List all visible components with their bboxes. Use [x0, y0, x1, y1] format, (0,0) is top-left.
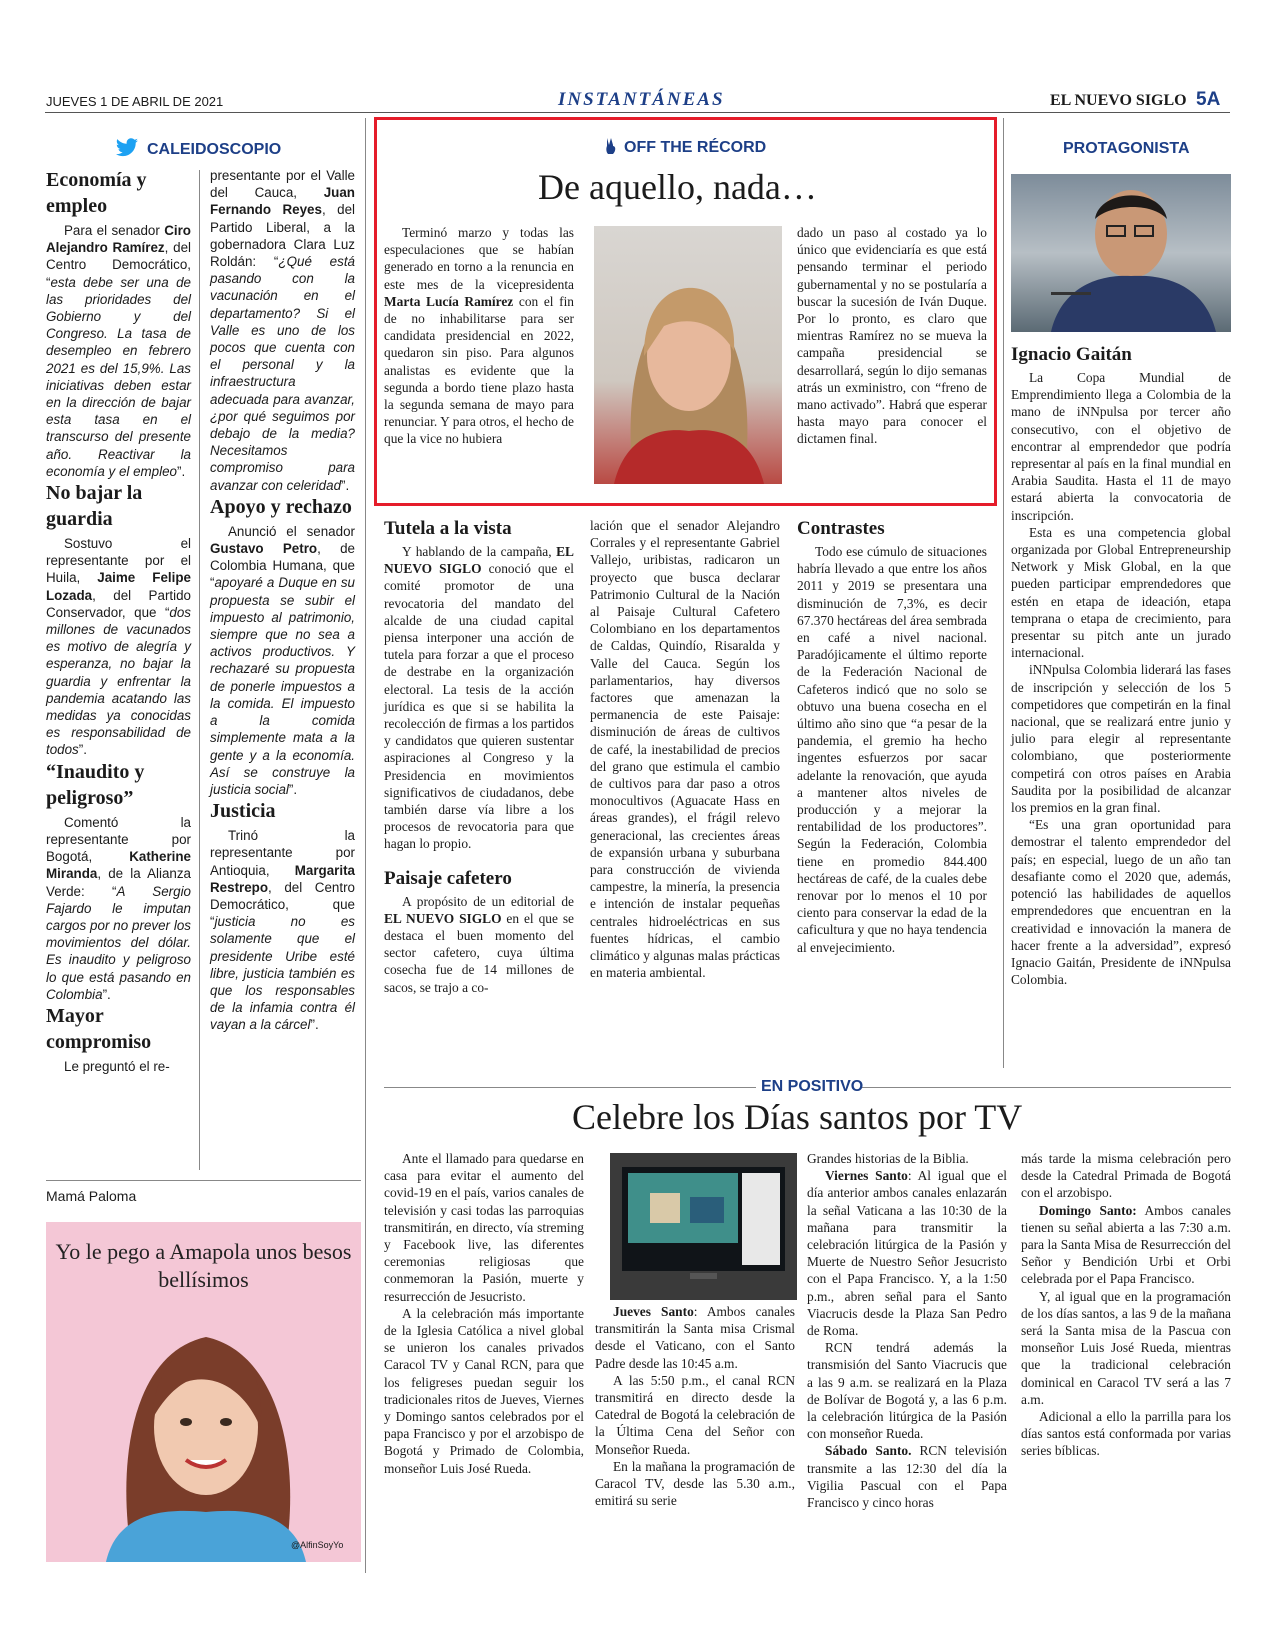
- article-text: Grandes historias de la Biblia.: [807, 1151, 969, 1166]
- article-text: A la celebración más importante de la Iglesia Católica a nivel global se unieron los canales privados Caracol TV y Canal RCN, para que los feligreses puedan seguir los tradicionales ritos de Jueves, Viernes y Domingo santos celebrados por el papa Francisco y por el arzobispo de Bogotá y Primado de Colombia, monseñor Luis José Rueda.: [384, 1305, 584, 1476]
- off-the-record-text: OFF THE RÉCORD: [624, 139, 767, 156]
- tutela-title: Tutela a la vista: [384, 518, 512, 539]
- caleidoscopio-label: [115, 138, 281, 159]
- en-positivo-col3: [807, 1150, 1007, 1511]
- en-positivo-rule: [862, 1087, 1231, 1088]
- ignacio-gaitan-portrait-illustration: [1011, 174, 1231, 332]
- article-text: dado un paso al costado ya lo único que evidenciaría es que está pensando terminar el periodo gubernamental y no se postularía a buscar la sucesión de Iván Duque. Por lo pronto, es claro que mientras Ramírez no se mueva la campaña presidencial se desarrollará, según lo dijo semanas atrás un exministro, con “freno de mano activado”. Habrá que esperar hasta mayo para conocer el dictamen final.: [797, 225, 987, 447]
- item-title: Mayor compromiso: [46, 1004, 152, 1053]
- ignacio-gaitan-photo: [1011, 174, 1231, 332]
- item-title: Economía y empleo: [46, 169, 147, 217]
- caleidoscopio-text: CALEIDOSCOPIO: [147, 141, 282, 158]
- article-text: Domingo Santo: Ambos canales tienen su señal abierta a las 7:30 a.m. para la Santa Misa de Resurrección del Señor y Bendición Urbi et Orbi celebrada por el Papa Francisco.: [1021, 1202, 1231, 1287]
- item-text: Le preguntó el re-: [64, 1058, 170, 1074]
- item-text: Sostuvo el representante por el Huila, Jaime Felipe Lozada, del Partido Conservador, que “dos millones de vacunados es motivo de alegría y esperanza, no bajar la guardia y enfrentar la pandemia acatando las medidas ya conocidas es responsabilidad de todos”.: [46, 536, 191, 758]
- en-positivo-rule: [384, 1087, 756, 1088]
- article-text: Viernes Santo: Al igual que el día anterior ambos canales enlazarán la señal Vaticana a las 10:30 de la mañana para transmitir la celebración litúrgica de la Pasión y Muerte de Nuestro Señor Jesucristo con el Papa Francisco. Y, a la 1:50 p.m., abren señal para el Santo Viacrucis desde la Plaza San Pedro de Roma.: [807, 1168, 1007, 1339]
- section-title: INSTANTÁNEAS: [558, 89, 725, 110]
- off-the-record-label: [604, 137, 766, 157]
- article-text: Jueves Santo: Ambos canales transmitirán la Santa misa Crismal desde el Vaticano, con el Santo Padre desde las 10:45 a.m.: [595, 1304, 795, 1371]
- item-text: Trinó la representante por Antioquia, Margarita Restrepo, del Centro Democrático, que “justicia no es solamente que el presidente Uribe esté libre, justicia también es que los responsables de la infamia contra él vayan a la cárcel”.: [210, 828, 355, 1033]
- cartoon-speech: Yo le pego a Amapola unos besos bellísimos: [55, 1239, 352, 1292]
- newspaper-name: EL NUEVO SIGLO: [1050, 92, 1187, 109]
- en-positivo-col2: [595, 1303, 795, 1509]
- column-divider: [365, 118, 366, 1573]
- article-text: Adicional a ello la parrilla para los días santos está conformada por varias series bíblicas.: [1021, 1409, 1231, 1459]
- article-text: En la mañana la programación de Caracol TV, desde las 5.30 a.m., emitirá su serie: [595, 1458, 795, 1509]
- off-the-record-headline: De aquello, nada…: [538, 167, 817, 207]
- header-rule: [45, 112, 1230, 113]
- cartoon-rule: [46, 1180, 361, 1181]
- article-text: A las 5:50 p.m., el canal RCN transmitirá en directo desde la Catedral de Bogotá la celebración de la Última Cena del Señor con Monseñor Rueda.: [595, 1372, 795, 1457]
- tv-photo: [610, 1153, 797, 1300]
- en-positivo-col4: [1021, 1150, 1231, 1460]
- item-text: Anunció el senador Gustavo Petro, de Colombia Humana, que “apoyaré a Duque en su propuesta se subir el impuesto al patrimonio, siempre que no sea a activos productivos. Y rechazaré su propuesta de ponerle impuestos a la comida. El impuesto a la comida simplemente mata a la gente y a la economía. Así se construye la justicia social”.: [210, 523, 355, 797]
- article-text: más tarde la misma celebración pero desde la Catedral Primada de Bogotá con el arzobispo.: [1021, 1151, 1231, 1201]
- paisaje-title: Paisaje cafetero: [384, 867, 512, 889]
- article-text: Todo ese cúmulo de situaciones habría llevado a que entre los años 2011 y 2019 se presentara una disminución de 7,3%, es decir 67.370 hectáreas del área sembrada en café a nivel nacional. Paradójicamente el último reporte de la Federación Nacional de Cafeteros indicó que no solo se obtuvo una buena cosecha en el último año sino que “a pesar de la pandemia, el gremio ha hecho ingentes esfuerzos por sacar adelante la renovación, que ayuda a mantener altos niveles de producción y a mejorar la rentabilidad de los productores”. Según la Federación, Colombia tiene en promedio 844.400 hectáreas de café, de la cuales debe renovar por lo menos el 10 por ciento para conservar la edad de la caficultura y que no haya tendencia al envejecimiento.: [797, 544, 987, 955]
- column-divider: [1003, 118, 1004, 1068]
- cartoon-credit: @AlfinSoyYo: [291, 1540, 344, 1550]
- article-text: “Es una gran oportunidad para demostrar el talento emprendedor del país; en especial, luego de un año tan desafiante como el 2020 que, además, potenció las habilidades de aquellos emprendedores que encuentran en la creatividad e innovación la manera de hacer frente a la adversidad”, expresó Ignacio Gaitán, Presidente de iNNpulsa Colombia.: [1011, 817, 1231, 988]
- tv-screen-illustration: [610, 1153, 797, 1300]
- protagonista-name: Ignacio Gaitán: [1011, 344, 1132, 365]
- item-title: Apoyo y rechazo: [210, 495, 352, 518]
- article-text: lación que el senador Alejandro Corrales y el representante Gabriel Vallejo, uribistas, radicaron un proyecto que busca declarar Patrimonio Cultural de la Nación al Paisaje Cultural Cafetero Colombiano en los departamentos de Caldas, Quindío, Risaralda y Valle del Cauca. Según los parlamentarios, hay diversos factores que amenazan la permanencia de este Paisaje: disminución de áreas de cultivos de café, la inestabilidad de precios del grano que estimula el cambio de cultivos para dar paso a otros monocultivos (Aguacate Hass en áreas grandes), el frágil relevo generacional, las crecientes áreas de expansión urbana y suburbana para construcción de vivienda campestre, la minería, la presencia e intención de instalar pequeñas centrales hidroeléctricas en sus fuentes hídricas, el cambio climático y algunas malas prácticas en materia ambiental.: [590, 518, 780, 981]
- en-positivo-col1: [384, 1150, 584, 1477]
- article-text: A propósito de un editorial de EL NUEVO SIGLO en el que se destaca el buen momento del sector cafetero, cuya última cosecha fue de 14 millones de sacos, se trajo a co-: [384, 893, 574, 995]
- cartoon-image: [46, 1222, 361, 1562]
- protagonista-label: PROTAGONISTA: [1063, 140, 1190, 157]
- off-the-record-col2: [797, 224, 987, 448]
- article-text: Terminó marzo y todas las especulaciones que se habían generado en torno a la renuncia en este mes de la vicepresidenta Marta Lucía Ramírez con el fin de no inhabilitarse para ser candidata presidencial en 2022, quedaron sin piso. Para algunos analistas es evidente que la segunda a bordo tiene plazo hasta la segunda semana de mayo para renunciar. Y para otros, el hecho de que la vice no hubiera: [384, 225, 574, 447]
- item-text: Comentó la representante por Bogotá, Katherine Miranda, de la Alianza Verde: “A Sergio Fajardo le imputan cargos por no prever los movimientos del dólar. Es inaudito y peligroso lo que está pasando en Colombia”.: [46, 814, 191, 1002]
- cartoon-label: Mamá Paloma: [46, 1188, 137, 1204]
- page-date: JUEVES 1 DE ABRIL DE 2021: [46, 94, 224, 109]
- contrastes-article: [797, 517, 987, 956]
- off-the-record-col1: [384, 224, 574, 448]
- en-positivo-label: EN POSITIVO: [761, 1078, 864, 1095]
- vicepresident-photo: [594, 226, 782, 484]
- article-text: Y hablando de la campaña, EL NUEVO SIGLO conoció que el comité promotor de una revocatoria del mandato del alcalde de una ciudad capital piensa interponer una acción de tutela para forzar a que el proceso de destrabe en la organización electoral. La tesis de la acción jurídica es que si se habilita la recolección de firmas a los partidos y candidatos que quieren sustentar aspiraciones al Congreso y la Presidencia en movimientos significativos de ciudadanos, debe también darse vía libre a los procesos de revocatoria para que hagan lo propio.: [384, 544, 575, 852]
- item-text: Para el senador Ciro Alejandro Ramírez, del Centro Democrático, “esta debe ser una de las prioridades del Gobierno y del Congreso. La tasa de desempleo en febrero 2021 es del 15,9%. Las iniciativas deben estar en la dirección de bajar esta tasa en el transcurso del presente año. Reactivar la economía y el empleo”.: [46, 223, 192, 479]
- item-text: presentante por el Valle del Cauca, Juan Fernando Reyes, del Partido Liberal, a la gobernadora Clara Luz Roldán: “¿Qué está pasando con la vacunación en el departamento? Si el Valle es uno de los pocos que cuenta con el personal y la infraestructura adecuada para avanzar, ¿por qué seguimos por debajo de la media? Necesitamos compromiso para avanzar con celeridad”.: [210, 168, 355, 493]
- article-text: iNNpulsa Colombia liderará las fases de inscripción y selección de los 5 competidores que competirán en la final nacional, que se realizará entre junio y julio para elegir al representante colombiano, que posteriormente competirá con otros países en Arabia Saudita por la posibilidad de alcanzar los premios en la gran final.: [1011, 662, 1231, 816]
- article-text: Sábado Santo. RCN televisión transmite a las 12:30 del día la Vigilia Pascual con el Papa Francisco y cinco horas: [807, 1443, 1007, 1511]
- protagonista-article: [1011, 343, 1231, 988]
- caleidoscopio-col2: [210, 167, 355, 1034]
- page-number: 5A: [1196, 89, 1221, 110]
- article-text: Y, al igual que en la programación de los días santos, a las 9 de la mañana será la Santa misa de la Pascua con monseñor Luis José Rueda, mientras que la tradicional celebración dominical en Caracol TV será a las 7 a.m.: [1021, 1288, 1231, 1407]
- tutela-article: [384, 517, 574, 996]
- vicepresident-portrait-illustration: [594, 226, 782, 484]
- paisaje-article-cont: [590, 517, 780, 981]
- en-positivo-headline: Celebre los Días santos por TV: [572, 1097, 1023, 1137]
- article-text: Esta es una competencia global organizada por Global Entrepreneurship Network y Misk Global, en la que pueden participar emprendedores que estén en etapa de ideación, etapa temprana o etapa de crecimiento, para presentar su pitch ante un jurado internacional.: [1011, 524, 1231, 661]
- caleidoscopio-col1: [46, 167, 191, 1075]
- twitter-bird-icon: [115, 138, 139, 158]
- item-title: No bajar la guardia: [46, 482, 143, 531]
- peace-hand-icon: [604, 137, 618, 155]
- column-divider: [199, 170, 200, 1170]
- item-title: “Inaudito y peligroso”: [46, 760, 145, 809]
- article-text: RCN tendrá además la transmisión del Santo Viacrucis que a las 9 a.m. se realizará en la Plaza de Bolívar de Bogotá y, a las 6 p.m. la celebración litúrgica de la Pasión con monseñor Rueda.: [807, 1340, 1007, 1442]
- article-text: La Copa Mundial de Emprendimiento llega a Colombia de la mano de iNNpulsa por tercer año consecutivo, con el objetivo de encontrar al emprendedor que podría representar al país en la final mundial en Arabia Saudita. Hasta el 11 de mayo estará abierta la convocatoria de inscripción.: [1011, 370, 1231, 523]
- contrastes-title: Contrastes: [797, 518, 885, 539]
- item-title: Justicia: [210, 800, 276, 823]
- cartoon-woman-illustration: [46, 1222, 361, 1562]
- article-text: Ante el llamado para quedarse en casa para evitar el aumento del covid-19 en el país, varios canales de televisión y casi todas las parroquias transmitirán, en directo, vía streming y Facebook live, las diferentes ceremonias religiosas que conmemoran la Pasión, muerte y resurrección de Jesucristo.: [384, 1151, 584, 1304]
